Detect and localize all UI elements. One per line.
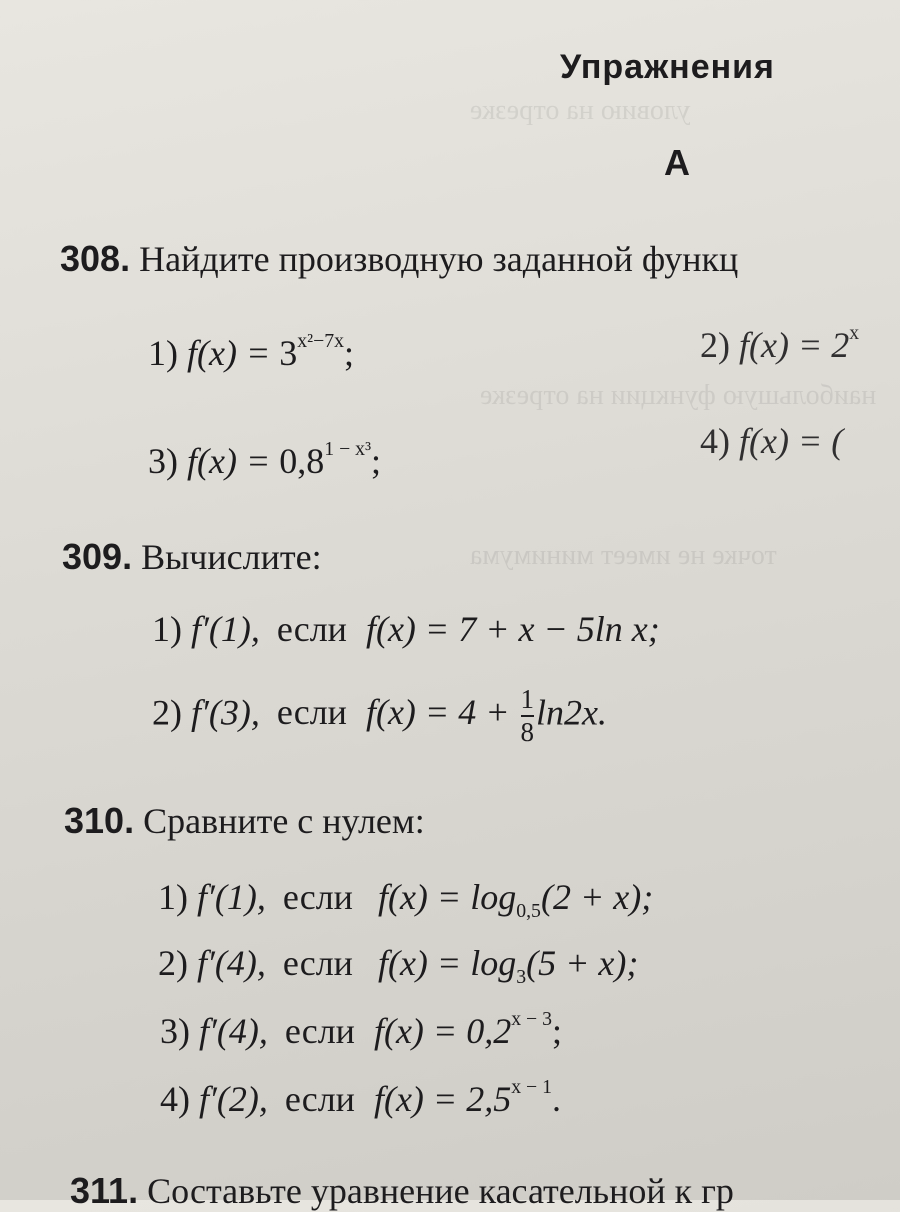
exercise-number: 308. xyxy=(60,238,131,279)
exponent: 1 − x³ xyxy=(324,438,372,461)
exercise-310-item-1 xyxy=(158,876,654,922)
exercise-308-item-3 xyxy=(148,440,381,482)
bleed-through-text: точке не имеет минимума xyxy=(470,540,777,571)
exercise-308-heading xyxy=(60,238,738,280)
exercise-task: Сравните с нулем: xyxy=(143,801,425,841)
exponent: x xyxy=(849,322,860,345)
condition-word: если xyxy=(284,1011,355,1051)
derivative-value: f′(1), xyxy=(197,877,266,917)
exercise-310-heading xyxy=(64,800,425,842)
derivative-value: f′(4), xyxy=(199,1011,268,1051)
base: 3 xyxy=(279,333,298,373)
function-expression: ln2x. xyxy=(536,692,607,733)
condition-word: если xyxy=(282,943,353,983)
function-expression: f(x) = 2,5 xyxy=(373,1079,512,1119)
derivative-value: f′(1), xyxy=(191,609,260,649)
item-label: 2) xyxy=(158,943,188,983)
bleed-through-text: наибольшую функции на отрезке xyxy=(480,380,877,411)
function-expression: f(x) = 4 + xyxy=(365,692,519,733)
punctuation: ; xyxy=(371,441,382,481)
item-label: 4) xyxy=(700,421,730,461)
item-label: 1) xyxy=(158,877,188,917)
function-expression: f(x) = log xyxy=(377,877,517,917)
level-heading: А xyxy=(664,142,691,183)
fraction xyxy=(521,686,535,746)
function-expression: f(x) = 0,2 xyxy=(373,1011,512,1051)
function-expression: f(x) = xyxy=(187,333,280,373)
base: 0,8 xyxy=(279,441,325,481)
condition-word: если xyxy=(276,692,347,733)
exercise-311-heading xyxy=(70,1170,734,1212)
exercise-310-item-2 xyxy=(158,942,639,988)
item-label: 3) xyxy=(160,1011,190,1051)
derivative-value: f′(4), xyxy=(197,943,266,983)
derivative-value: f′(2), xyxy=(199,1079,268,1119)
condition-word: если xyxy=(284,1079,355,1119)
fraction-denominator: 8 xyxy=(520,717,534,747)
exercise-task: Составьте уравнение касательной к гр xyxy=(147,1171,734,1211)
exercise-number: 310. xyxy=(64,800,135,841)
fraction-numerator: 1 xyxy=(520,684,534,714)
section-title: Упражнения xyxy=(560,48,775,86)
exponent: x²−7x xyxy=(297,330,345,353)
function-expression: f(x) = xyxy=(187,441,280,481)
function-expression: f(x) = 7 + x − 5ln x; xyxy=(365,609,660,649)
punctuation: . xyxy=(552,1079,562,1119)
exponent: x − 3 xyxy=(511,1008,553,1031)
condition-word: если xyxy=(276,609,347,649)
exercise-308-item-1 xyxy=(148,332,354,374)
exponent: x − 1 xyxy=(511,1076,553,1099)
function-expression: f(x) = 2 xyxy=(739,325,850,365)
exercise-309-item-2 xyxy=(152,686,607,746)
punctuation: ; xyxy=(344,333,355,373)
exercise-task: Найдите производную заданной функц xyxy=(139,239,739,279)
item-label: 2) xyxy=(700,325,730,365)
item-label: 4) xyxy=(160,1079,190,1119)
exercise-number: 311. xyxy=(70,1170,139,1211)
item-label: 2) xyxy=(152,692,182,733)
function-expression: f(x) = ( xyxy=(739,421,844,461)
bleed-through-text: уловию на отрезке xyxy=(470,95,691,126)
condition-word: если xyxy=(282,877,353,917)
exercise-310-item-3 xyxy=(160,1010,562,1052)
item-label: 3) xyxy=(148,441,178,481)
function-expression: f(x) = log xyxy=(377,943,517,983)
function-argument: (2 + x); xyxy=(540,877,654,917)
item-label: 1) xyxy=(148,333,178,373)
exercise-310-item-4 xyxy=(160,1078,561,1120)
punctuation: ; xyxy=(552,1011,563,1051)
exercise-309-item-1 xyxy=(152,608,660,650)
log-base: 0,5 xyxy=(516,899,541,922)
exercise-309-heading xyxy=(62,536,322,578)
exercise-308-item-2 xyxy=(700,324,859,366)
exercise-task: Вычислите: xyxy=(141,537,322,577)
item-label: 1) xyxy=(152,609,182,649)
exercise-308-item-4 xyxy=(700,420,843,462)
exercise-number: 309. xyxy=(62,536,133,577)
derivative-value: f′(3), xyxy=(191,692,260,733)
log-base: 3 xyxy=(516,965,527,988)
function-argument: (5 + x); xyxy=(526,943,639,983)
